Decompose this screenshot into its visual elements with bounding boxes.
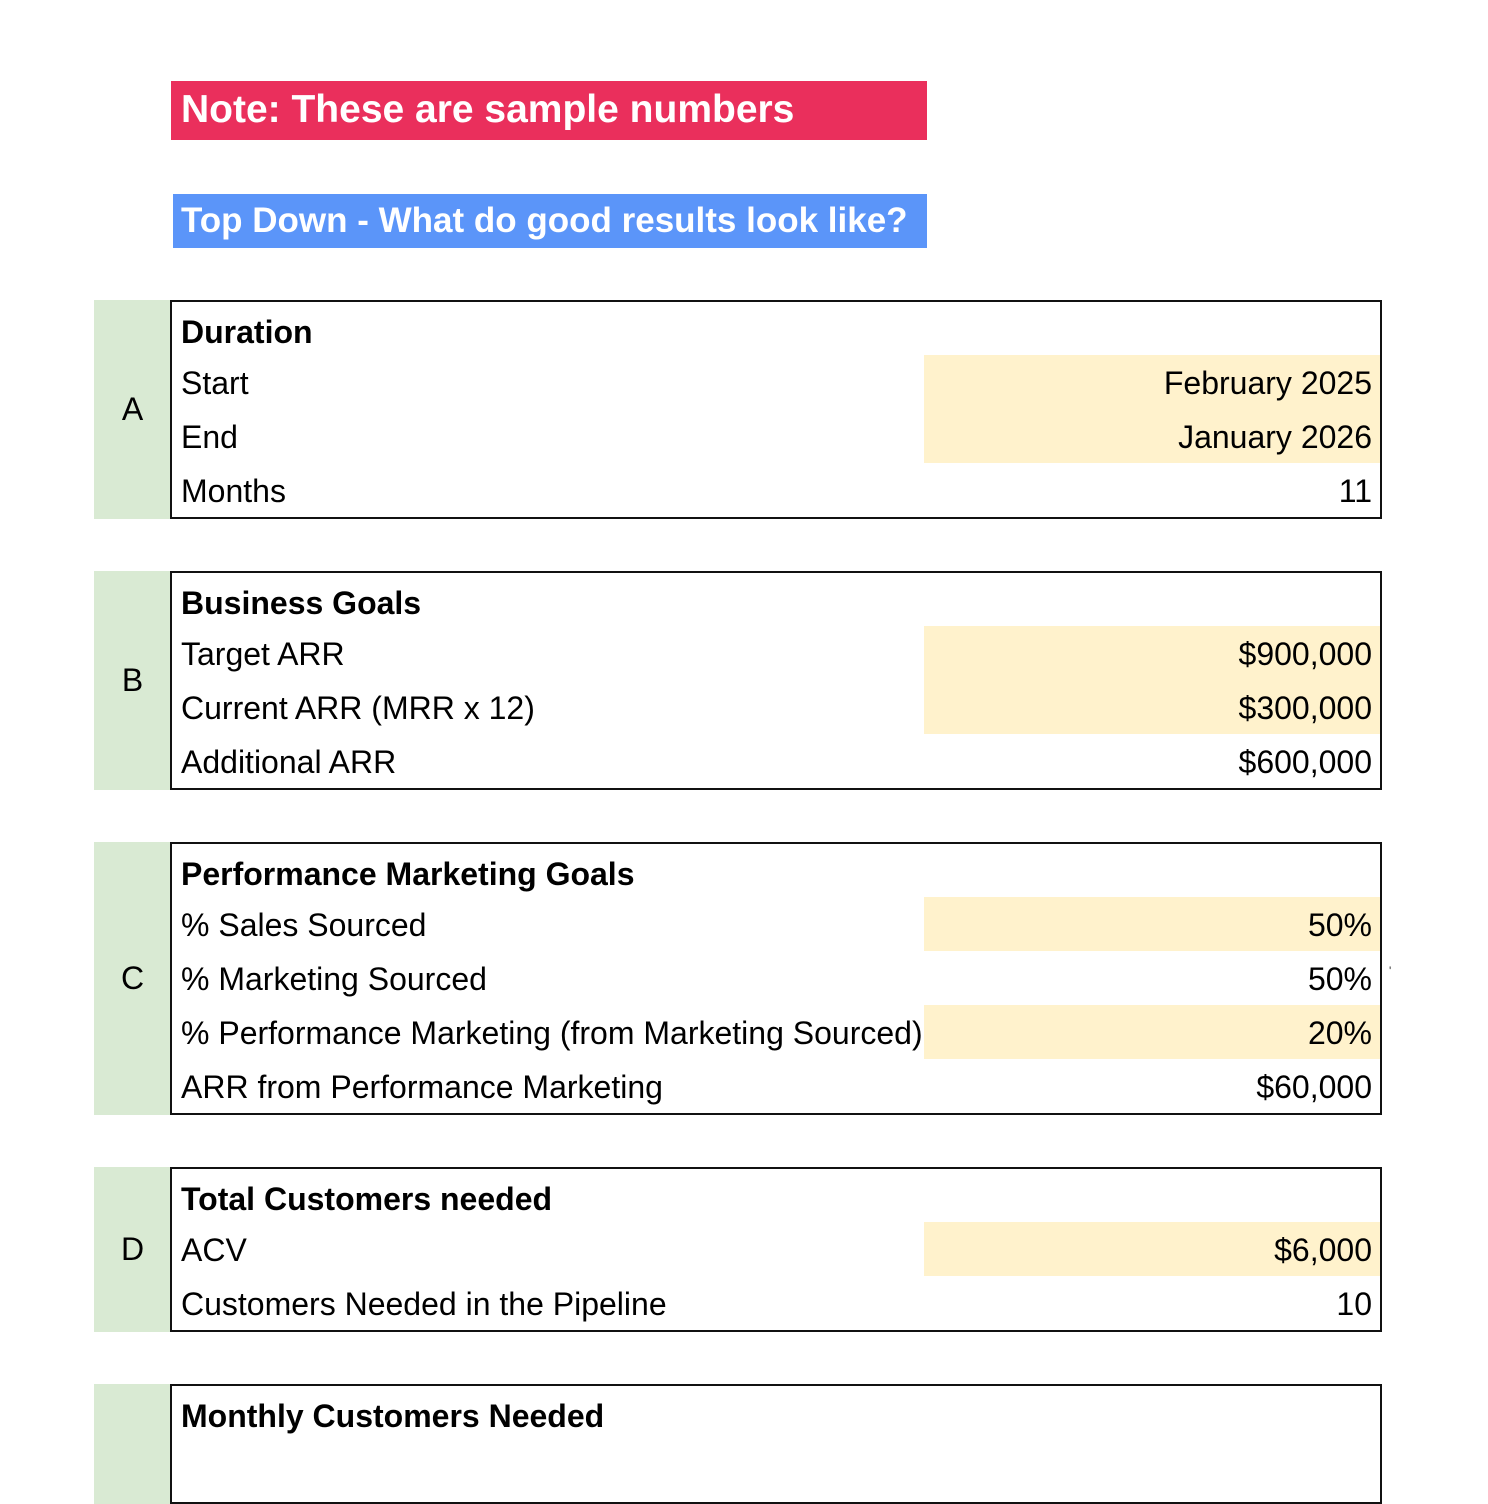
stray-mark: ' xyxy=(1389,964,1392,978)
sample-numbers-note: Note: These are sample numbers xyxy=(171,81,927,140)
row-value[interactable]: $900,000 xyxy=(924,626,1380,680)
section-duration xyxy=(94,300,1382,519)
section-letter: B xyxy=(94,571,171,790)
row-label[interactable]: % Marketing Sourced xyxy=(181,961,487,997)
table-row xyxy=(172,355,1380,409)
row-value[interactable]: $60,000 xyxy=(1256,1069,1372,1105)
table-row xyxy=(172,734,1380,788)
section-total-customers xyxy=(94,1167,1382,1332)
row-value[interactable]: January 2026 xyxy=(924,409,1380,463)
table-row xyxy=(172,1222,1380,1276)
row-label[interactable]: ARR from Performance Marketing xyxy=(181,1069,663,1105)
table-row xyxy=(172,1276,1380,1330)
row-label[interactable]: Months xyxy=(181,473,286,509)
section-letter xyxy=(94,1384,171,1504)
section-table xyxy=(170,1167,1382,1332)
row-value[interactable]: 10 xyxy=(1336,1286,1372,1322)
section-performance-marketing-goals xyxy=(94,842,1382,1115)
table-row xyxy=(172,463,1380,517)
row-label[interactable]: % Sales Sourced xyxy=(181,907,427,943)
section-letter: A xyxy=(94,300,171,519)
section-letter: C xyxy=(94,842,171,1115)
row-value[interactable]: 20% xyxy=(924,1005,1380,1059)
table-row xyxy=(172,1059,1380,1113)
section-title: Monthly Customers Needed xyxy=(181,1398,605,1434)
row-label[interactable]: Start xyxy=(181,365,249,401)
row-value[interactable]: 50% xyxy=(924,897,1380,951)
section-monthly-customers xyxy=(94,1384,1382,1504)
section-table xyxy=(170,842,1382,1115)
row-label[interactable]: % Performance Marketing (from Marketing Sourced) xyxy=(181,1015,923,1051)
row-value[interactable]: $600,000 xyxy=(1238,744,1372,780)
section-title: Total Customers needed xyxy=(181,1181,553,1217)
row-value[interactable]: February 2025 xyxy=(924,355,1380,409)
table-row xyxy=(172,626,1380,680)
table-row xyxy=(172,897,1380,951)
table-row xyxy=(172,951,1380,1005)
section-letter: D xyxy=(94,1167,171,1332)
row-value[interactable]: $6,000 xyxy=(924,1222,1380,1276)
table-row xyxy=(172,409,1380,463)
row-label[interactable]: Customers Needed in the Pipeline xyxy=(181,1286,667,1322)
table-row xyxy=(172,1005,1380,1059)
row-label[interactable]: Additional ARR xyxy=(181,744,397,780)
row-value[interactable]: 11 xyxy=(1338,473,1372,509)
row-value[interactable]: $300,000 xyxy=(924,680,1380,734)
section-table xyxy=(170,300,1382,519)
table-row xyxy=(172,680,1380,734)
row-value[interactable]: 50% xyxy=(1307,961,1372,997)
row-label[interactable]: Target ARR xyxy=(181,636,345,672)
section-table xyxy=(170,571,1382,790)
section-table xyxy=(170,1384,1382,1504)
row-label[interactable]: ACV xyxy=(181,1232,247,1268)
section-title: Performance Marketing Goals xyxy=(181,856,635,892)
row-label[interactable]: Current ARR (MRR x 12) xyxy=(181,690,535,726)
section-title: Business Goals xyxy=(181,585,422,621)
row-label[interactable]: End xyxy=(181,419,238,455)
section-business-goals xyxy=(94,571,1382,790)
section-title: Duration xyxy=(181,314,313,350)
top-down-heading: Top Down - What do good results look like? xyxy=(173,194,927,248)
